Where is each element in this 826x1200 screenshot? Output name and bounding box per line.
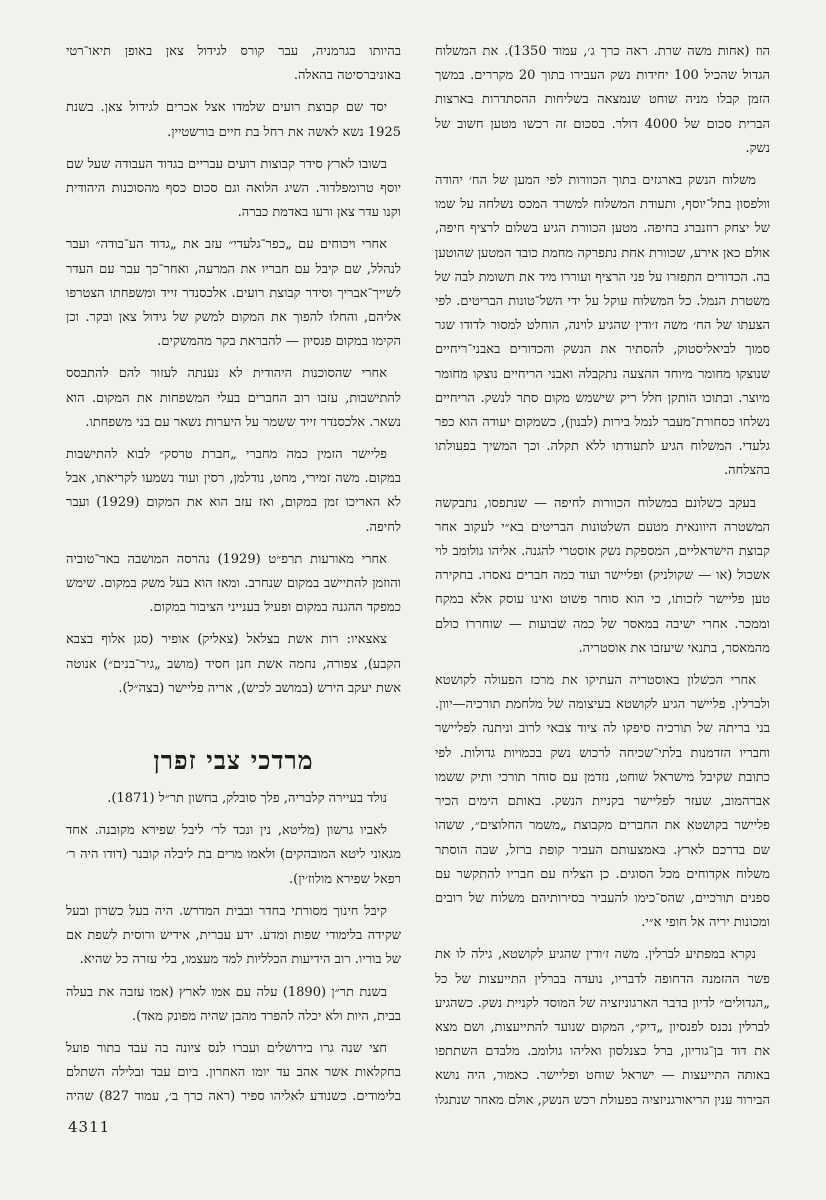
- page-number: 4311: [68, 1118, 111, 1136]
- paragraph: חצי שנה גרו בירושלים ועברו לנס ציונה בה עבד בתור פועל בחקלאות אשר אהב עד יומו האחרון. ביום עבד ובלילה השתלם בלימודים. כשנודע לאליהו ספיר (ראה כרך ב׳, עמוד 827) שהיה: [66, 1040, 401, 1105]
- paragraph: אחרי הכשלון באוסטריה העתיקו את מרכז הפעולה לקושטא ולברלין. פליישר הגיע לקושטא בעיצומה של מלחמת תורכיה—יוון. בני בריתה של תורכיה סיפקו לה ציוד צבאי לרוב וניתנה לפליישר וחבריו הזדמנות בלתי־שכיחה לרכוש נשק בכמויות גדולות. לפי כתובת שקיבל מישראל שוחט, נזדמן עם סוחר תורכי ותיק ששמו אברהמוב, שעזר לפליישר בקניית הנשק. באותם הימים הכיר פליישר בקושטא את החברים מקבוצת „משמר החלוצים״, ששהו שם בדרכם לארץ. באמצעותם העביר קופת ברזל, שבה הוסתר משלוח אקדוחים מכל הסוגים. כן הצליח עם חבריו להתקשר עם ספנים תורכיים, שהס־כימו להעביר בסירותיהם משלוח של רובים ומכונות יריה אל חופי א״י.: [435, 673, 770, 931]
- paragraph: אחרי מאורעות תרפ״ט (1929) נהרסה המושבה באר־טוביה והוזמן להתיישב במקום שנחרב. ומאז הוא בעל משק במקום. שימש כמפקד ההגנה במקום ופעיל בענייני הציבור במקום.: [66, 551, 401, 616]
- paragraph: בשנת תר״ן (1890) עלה עם אמו לארץ (אמו עזבה את בעלה בבית, היות ולא יכלה להפרד מהבן שהיה מפונק מאד).: [66, 984, 401, 1024]
- section-heading: מרדכי צבי זפרן: [153, 746, 314, 776]
- paragraph: לאביו גרשון (מליטא, נין ונכד לר׳ ליבל שפירא מקובנה. אחד מגאוני ליטא המובהקים) ולאמו מרים בת ליבלה קובנר (דודו היה ר׳ רפאל שפירא מולוז׳ין).: [66, 823, 401, 887]
- paragraph: יסד שם קבוצת רועים שלמדו אצל אכרים לגידול צאן. בשנת 1925 נשא לאשה את רחל בת חיים בורשטיין.: [66, 100, 401, 140]
- paragraph: אחרי שהסוכנות היהודית לא נענתה לעזור להם להתבסס להתישבות, עזבו רוב החברים בעלי המשפחות את המקום. הוא נשאר. אלכסנדר זייד ששמר על היערות נשאר עם בני משפחתו.: [66, 366, 401, 430]
- paragraph: צאצאיו: רות אשת בצלאל (צאליק) אופיר (סגן אלוף בצבא הקבע), צפורה, נחמה אשת חנן חסיד (מושב „גיר־בנים״) אנוטה אשת יעקב הירש (במושב לכיש), אריה פליישר (בצה״ל).: [66, 632, 401, 696]
- paragraph: פליישר הזמין כמה מחברי „חברת טרסק״ לבוא להתישבות במקום. משה זמירי, מחט, נודלמן, רסין ועוד נשמעו לקריאתו, אבל לא האריכו זמן במקום, ואז עזב הוא את המקום (1929) ועבר לחיפה.: [66, 447, 401, 535]
- text-columns: [66, 40, 770, 1110]
- left-column: [66, 40, 401, 1110]
- paragraph: בשובו לארץ סידר קבוצות רועים עבריים בגדוד העבודה שעל שם יוסף טרומפלדור. השיג הלואה וגם סכום כסף מהסוכנות היהודית וקנו עדר צאן ורעו באדמת כברה.: [66, 156, 401, 221]
- paragraph: משלוח הנשק בארגזים בתוך הכוורות לפי המען של הח׳ יהודה וולפסון בתל־יוסף, ותעודת המשלוח למשרד המכס נשלחה על שמו של יצחק רוזנברג בחיפה. מטען הכוורת הגיע בשלום לרציף חיפה, אולם כאן אירע, שכוורת אחת נתפרקה מחמת כובד המטען שהוטען בה. הכדורים התפזרו על פני הרציף ועוררו מיד את תשומת לבה של משטרת הנמל. כל המשלוח עוקל על ידי השל־טונות הבריטים. לפי הצעתו של הח׳ משה ז׳ודין שהגיע לוינה, הוחלט למסור לדודו שגר סמוך לביאליסטוק, להסתיר את הנשק והכדורים באבני־ריחיים שנוצקו מחומר מיוחד ההצעה נתקבלה ואבני הריחיים נוצקו מחומר מיוצר. ובתוכו הותקן חלל ריק שישמש מקום סתר לנשק. הריחיים נשלחו כסחורת־מעבר לנמל בירות (לבנון), כשמקום יעודה הוא כפר גלעדי. המשלוח הגיע לתעודתו ללא תקלה. וכך המשיך בפעולתו בהצלחה.: [435, 173, 770, 479]
- paragraph: בהיותו בגרמניה, עבר קורס לגידול צאן באופן תיאו־רטי באוניברסיטה בהאלה.: [66, 44, 401, 84]
- paragraph: אחרי ויכוחים עם „כפר־גלעדי״ עזב את „גדוד הע־בודה״ ועבר לנהלל, שם קיבל עם חבריו את המרעה, ואחר־כך עבר עם העדר לשייך־אבריך וסידר קבוצת רועים. אלכסנדר זייד ומשפחתו הצטרפו אליהם, והחלו להפוך את המקום למשק של גידול צאן ובקר. וכן הקימו במקום פנסיון — להבראת בקר מהמשקים.: [66, 237, 401, 350]
- paragraph: נקרא במפתיע לברלין. משה ז׳ודין שהגיע לקושטא, גילה לו את פשר ההזמנה הדחופה לדבריו, נועדה בברלין התייעצות של כל „הגדולים״ לדיון בדבר הארגוניזציה של המוסד לקניית נשק. כשהגיע לברלין נכנס לפנסיון „דיק״, המקום שנועד להתייעצות, ושם מצא את דוד בן־גוריון, ברל כצנלסון ואליהו גולומב. מלבדם השתתפו באותה התייעצות — ישראל שוחט ופליישר. כאמור, היה נושא הבירור ענין הריאורגניזציה בפעולת רכש הנשק, אולם מאחר שנתגלו: [435, 947, 770, 1108]
- paragraph: בעקב כשלונם במשלוח הכוורות לחיפה — שנתפסו, נתבקשה המשטרה היוונאית מטעם השלטונות הבריטים בא״י לעקוב אחר קבוצת הישראליים, המספקת נשק אוסטרי להגנה. אליהו גולומב לוי אשכול (או — שקולניק) ופליישר ועוד כמה חברים נאסרו. בחקירה טען פליישר לזכותו, כי הוא סוחר פשוט ואינו עוסק אלא במקח וממכר. אחרי ישיבה במאסר של כמה שבועות — שוחררו כולם מהמאסר, בתנאי שיעזבו את אוסטריה.: [435, 495, 770, 656]
- paragraph: קיבל חינוך מסורתי בחדר ובבית המדרש. היה בעל כשרון ובעל שקידה בלימודי שפות ומדע. ידע עברית, אידיש ורוסית לשפת אם של בוריו. רוב הידיעות הכלליות למד מעצמו, בלי עזרה כל שהיא.: [66, 903, 401, 968]
- right-column: [435, 40, 770, 1110]
- paragraph: נולד בעיירה קלבריה, פלך סובלק, בחשון תר״ל (1871).: [107, 791, 387, 807]
- paragraph: הוז (אחות משה שרת. ראה כרך ג׳, עמוד 1350). את המשלוח הגדול שהכיל 100 יחידות נשק העבירו בתוך 20 מקררים. במשך הזמן קבלו מניה שוחט שנמצאה בשליחות ההסתדרות בארצות הברית סכום של 4000 דולר. בסכום זה רכשו מטען חשוב של נשק.: [435, 44, 770, 156]
